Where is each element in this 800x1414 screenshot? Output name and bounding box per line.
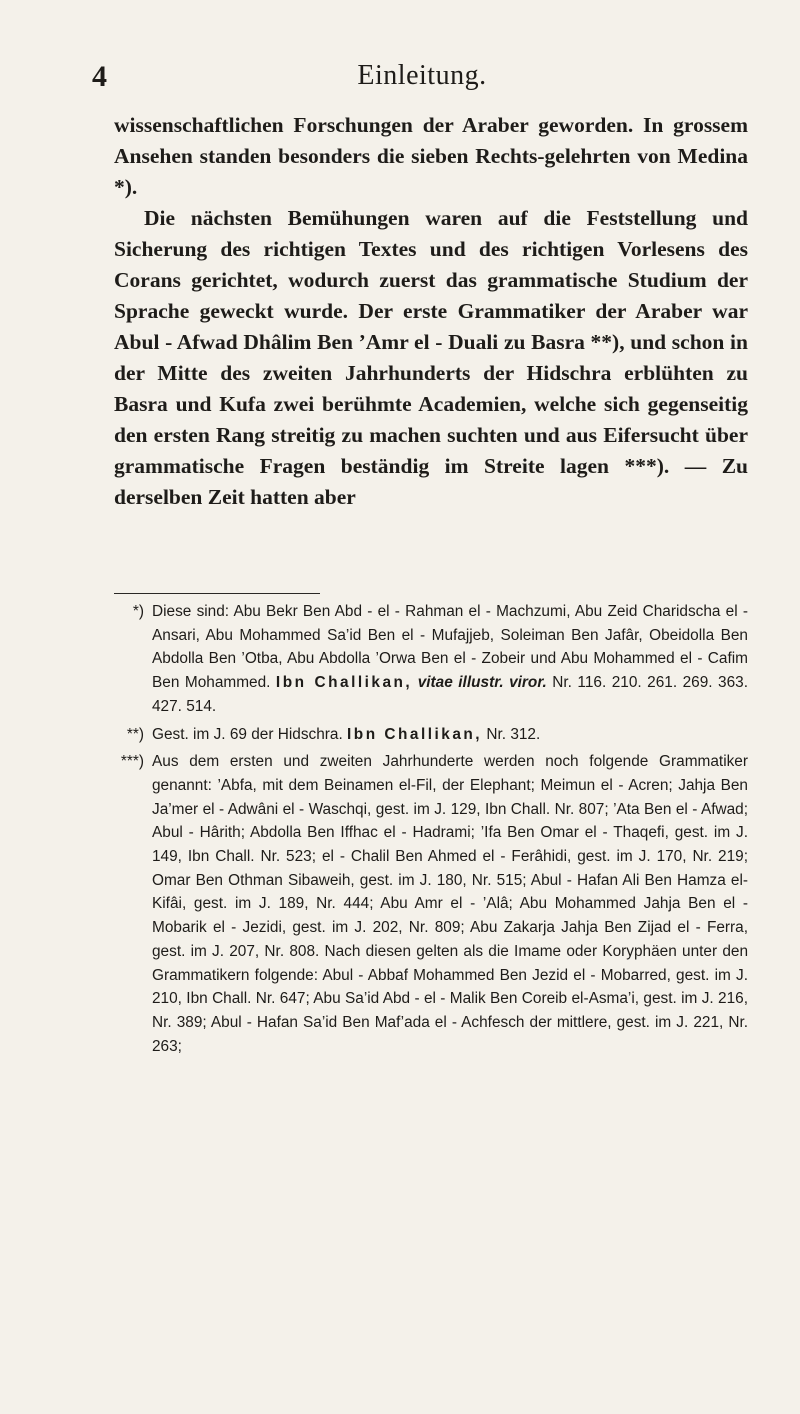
footnotes — [108, 600, 748, 1062]
footnote-text — [152, 723, 748, 747]
footnote-refs: Nr. 116. 210. 261. 269. 363. 427. 514. — [152, 674, 749, 715]
footnote-1 — [108, 600, 748, 719]
footnote-mark: *) — [132, 603, 144, 620]
footnote-body: Diese sind: Abu Bekr Ben Abd - el - Rahman el - Machzumi, Abu Zeid Charidscha el - Ansari, Abu Mohammed Sa’id Ben el - Mufajjeb, Soleiman Ben Jafâr, Obeidolla Ben Abdolla Ben ’Otba, Abu Abdolla ’Orwa Ben el - Zobeir und Abu Mohammed el - Cafim Ben Mohammed. — [152, 603, 748, 692]
work-title: vitae illustr. viror. — [417, 674, 547, 692]
footnote-text — [152, 600, 748, 719]
footnote-mark: **) — [126, 725, 144, 743]
main-text — [114, 110, 748, 513]
author-name: Ibn Challikan, — [275, 674, 413, 692]
page-number: 4 — [92, 60, 107, 93]
page-header — [92, 60, 752, 100]
footnote-rule — [114, 593, 320, 594]
author-name: Ibn Challikan, — [347, 725, 483, 743]
footnote-refs: Nr. 312. — [486, 725, 541, 743]
paragraph-2: Die nächsten Bemühungen waren auf die Feststellung und Sicherung des richtigen Textes und des richtigen Vorlesens des Corans gerichtet, wodurch zuerst das grammatische Studium der Sprache geweckt wurde. Der erste Grammatiker der Araber war Abul - Afwad Dhâlim Ben ’Amr el - Duali zu Basra **), und schon in der Mitte des zweiten Jahrhunderts der Hidschra erblühten zu Basra und Kufa zwei berühmte Academien, welche sich gegenseitig den ersten Rang streitig zu machen suchten und aus Eifersucht über grammatische Fragen beständig im Streite lagen ***). — Zu derselben Zeit hatten aber — [114, 206, 748, 509]
footnote-3 — [108, 750, 748, 1058]
footnote-body: Gest. im J. 69 der Hidschra. — [152, 725, 343, 743]
footnote-text: Aus dem ersten und zweiten Jahrhunderte werden noch folgende Grammatiker genannt: ’Abfa, mit dem Beinamen el-Fil, der Elephant; Meimun el - Acren; Jahja Ben Ja’mer el - Adwâni el - Waschqi, gest. im J. 129, Ibn Chall. Nr. 807; ’Ata Ben el - Afwad; Abul - Hârith; Abdolla Ben Iffhac el - Hadrami; ’Ifa Ben Omar el - Thaqefi, gest. im J. 149, Ibn Chall. Nr. 523; el - Chalil Ben Ahmed el - Ferâhidi, gest. im J. 170, Nr. 219; Omar Ben Othman Sibaweih, gest. im J. 180, Nr. 515; Abul - Hafan Ali Ben Hamza el-Kifâi, gest. im J. 189, Nr. 444; Abu Amr el - ’Alâ; Abu Mohammed Jahja Ben el - Mobarik el - Jezidi, gest. im J. 202, Nr. 809; Abu Zakarja Jahja Ben Zijad el - Ferra, gest. im J. 207, Nr. 808. Nach diesen gelten als die Imame oder Koryphäen unter den Grammatikern folgende: Abul - Abbaf Mohammed Ben Jezid el - Mobarred, gest. im J. 210, Ibn Chall. Nr. 647; Abu Sa’id Abd - el - Malik Ben Coreib el-Asma’i, gest. im J. 216, Nr. 389; Abul - Hafan Sa’id Ben Maf’ada el - Achfesch der mittlere, gest. im J. 221, Nr. 263; — [152, 753, 748, 1055]
footnote-2 — [108, 723, 748, 747]
footnote-mark: ***) — [120, 753, 144, 771]
running-title: Einleitung. — [357, 60, 487, 91]
paragraph-1: wissenschaftlichen Forschungen der Araber geworden. In grossem Ansehen standen besonders die sieben Rechts-gelehrten von Medina *). — [114, 113, 748, 199]
